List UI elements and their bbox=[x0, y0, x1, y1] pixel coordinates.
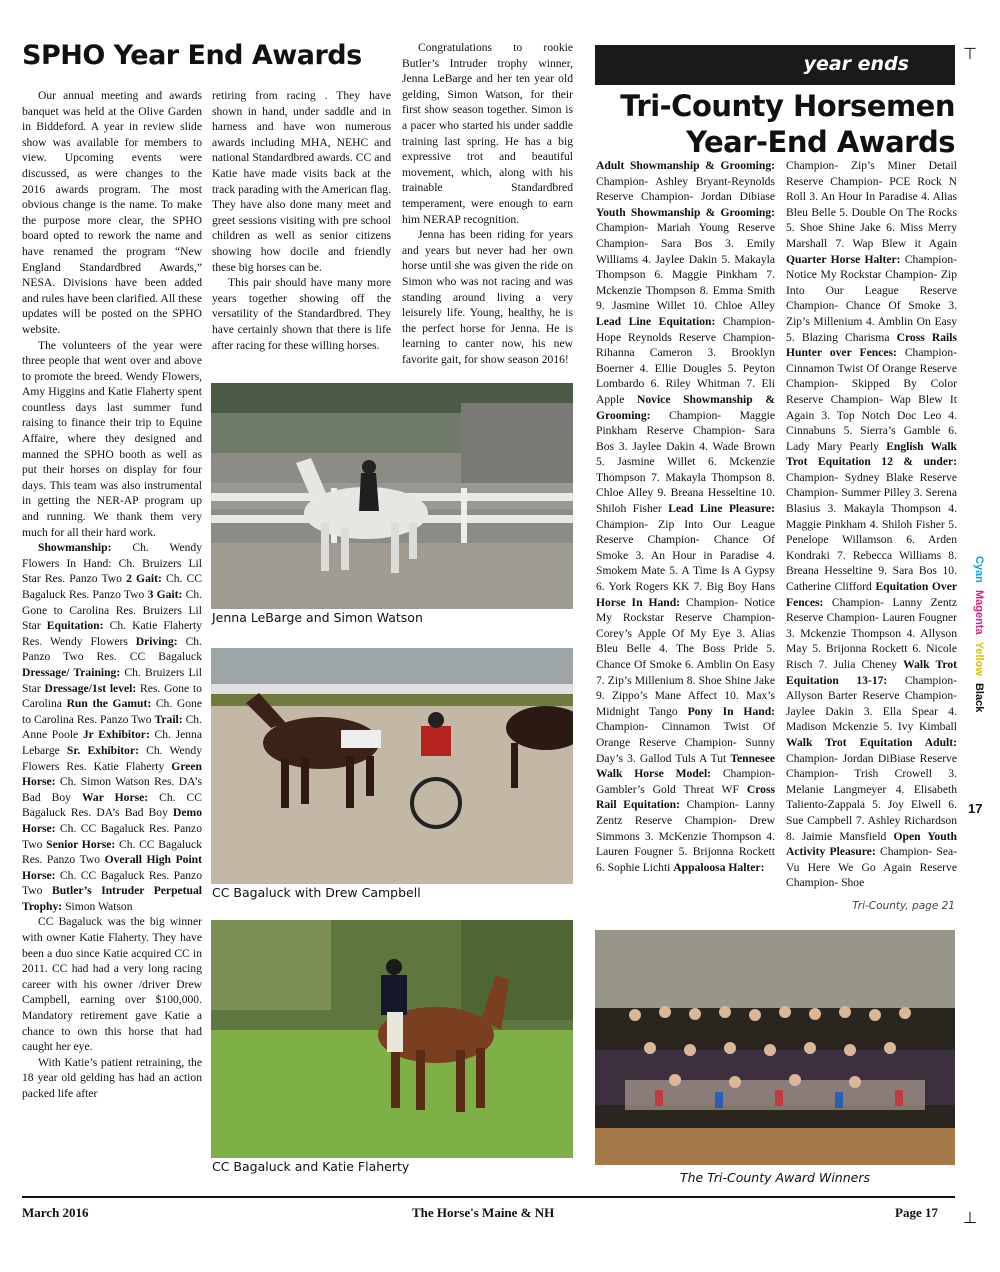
text-run: Champion- Jordan DiBiase Reserve Champion- Trish Crowell 3. Melanie Langmeyer 4. Elisabeth Taliento-Zappala 5. Joy Elwell 6. Sue Campbell 7. Ashley Richardson 8. Jaimie Mansfield bbox=[786, 751, 957, 843]
photo-tri-county-winners bbox=[595, 930, 955, 1165]
text-run: Champion- Hope Reynolds Reserve Champion- Rihanna Cameron 3. Brooklyn Boerner 4. Ellie Dougles 5. Peyton Lombardo 6. Riley Whitman 7. Eli Apple bbox=[596, 314, 775, 406]
photo-jenna-simon bbox=[211, 383, 573, 609]
text-run: Ch. CC Bagaluck Res. DA’s Bad Boy bbox=[22, 790, 202, 820]
cyan-label: Cyan bbox=[973, 556, 985, 583]
category-label: Driving: bbox=[135, 634, 178, 648]
category-label: Trail: bbox=[154, 712, 183, 726]
text-run: Ch. Wendy Flowers In Hand: Ch. Bruizers Lil Star Res. Panzo Two bbox=[22, 541, 202, 586]
text-run: Champion- Notice My Rockstar Champion- Zip Into Our League Reserve Champion- Chance Of Smoke 3. Zip’s Millenium 4. Amblin On Easy 5. Blazing Charisma bbox=[786, 252, 957, 344]
footer-date: March 2016 bbox=[22, 1205, 89, 1220]
category-label: Senior Horse: bbox=[46, 837, 116, 851]
category-label: Pony In Hand: bbox=[687, 704, 776, 718]
category-label: Run the Gamut: bbox=[66, 697, 152, 711]
category-label: Showmanship: bbox=[38, 541, 112, 555]
category-label: Lead Line Equitation: bbox=[596, 314, 716, 328]
text-run: Champion- Lanny Zentz Reserve Champion- Drew Simmons 3. McKenzie Thompson 4. Lauren Fougner 5. Brijonna Rockett 6. Sophie Lichti bbox=[596, 798, 775, 874]
photo-caption: CC Bagaluck and Katie Flaherty bbox=[212, 1159, 410, 1174]
category-label: Demo Horse: bbox=[22, 806, 202, 835]
category-label: Equitation: bbox=[46, 619, 104, 633]
text-run: Ch. Wendy Flowers Res. Katie Flaherty bbox=[22, 743, 202, 773]
category-label: Adult Showmanship & Grooming: bbox=[596, 159, 775, 172]
category-label: Youth Showmanship & Grooming: bbox=[596, 205, 775, 219]
category-label: Appaloosa Halter: bbox=[673, 860, 765, 874]
title-line: Tri-County Horsemen bbox=[620, 89, 955, 123]
title-line: Year-End Awards bbox=[686, 125, 955, 159]
awards-column-2 bbox=[786, 158, 957, 891]
text-run: Simon Watson bbox=[62, 899, 133, 913]
category-label: Dressage/ Training: bbox=[22, 665, 121, 679]
footer-page-number: Page 17 bbox=[895, 1205, 938, 1220]
category-label: Lead Line Pleasure: bbox=[668, 502, 775, 516]
article-column-3 bbox=[402, 40, 573, 367]
paragraph bbox=[22, 338, 202, 541]
text-run: Champion- Cinnamon Twist Of Orange Reserve Champion- Skipped By Color Reserve Champion- Wap Blew It Again 3. Top Notch Doc Leo 4. Cinnabuns 5. Sierra’s Gamble 6. Lady Mary Pearly bbox=[786, 346, 957, 453]
text-run: Ch. CC Bagaluck Res. Panzo Two bbox=[22, 572, 202, 601]
category-label: Tennesee Walk Horse Model: bbox=[596, 751, 775, 781]
paragraph bbox=[22, 540, 202, 914]
text-run: Champion- Zip Into Our League Reserve Champion- Chance Of Smoke 3. An Hour in Paradise 4. Smokem Mate 5. A Time Is A Gypsy 6. York Rogers KK 7. Big Boy Hans bbox=[596, 517, 775, 594]
text-run: Champion- Mariah Young Reserve Champion- Sara Bos 3. Emily Williams 4. Jaylee Dakin 5. Makayla Thompson 6. Maggie Pinkham 7. Mckenzie Thompson 8. Emma Smith 9. Jasmine Willet 10. Chloe Alley bbox=[596, 221, 775, 313]
text-run: Ch. CC Bagaluck Res. Panzo Two bbox=[22, 837, 202, 867]
text-run: Champion- Sydney Blake Reserve Champion- Summer Pilley 3. Serena Blasius 3. Makayla Thompson 4. Maggie Pinkham 4. Shiloh Fisher 5. Penelope Willamson 6. Arden Kondraki 7. Rebecca Williams 8. Breana Hesseltine 9. Sara Bos 10. Catherine Clifford bbox=[786, 470, 957, 594]
side-page-number: 17 bbox=[968, 801, 983, 816]
text-run: Congratulations to rookie Butler’s Intruder trophy winner, Jenna LeBarge and her ten year old gelding, Simon Watson, for their first show season together. Simon is a pacer who started his under saddle training last spring. He has a big expressive trot and beautiful movement, which, along with his trainable Standardbred temperament, were enough to earn him NERAP recognition. bbox=[402, 41, 573, 226]
crop-mark: ⊤ bbox=[963, 44, 977, 63]
category-label: Novice Showmanship & Grooming: bbox=[596, 392, 776, 422]
text-run: Champion- Ashley Bryant-Reynolds Reserve Champion- Jordan Dibiase bbox=[596, 174, 775, 204]
category-label: Cross Rail Equitation: bbox=[596, 782, 775, 812]
paragraph bbox=[212, 275, 391, 353]
footer-rule bbox=[22, 1196, 955, 1198]
paragraph bbox=[212, 88, 391, 275]
article-title: SPHO Year End Awards bbox=[22, 40, 362, 71]
text-run: Ch. Panzo Two Res. CC Bagaluck bbox=[22, 634, 202, 664]
category-label: 3 Gait: bbox=[147, 588, 183, 601]
text-run: Ch. Gone to Carolina Res. Panzo Two bbox=[22, 697, 202, 726]
category-label: Horse In Hand: bbox=[596, 595, 681, 609]
paragraph bbox=[596, 158, 775, 875]
paragraph bbox=[22, 88, 202, 338]
text-run: Ch. CC Bagaluck Res. Panzo Two bbox=[22, 821, 202, 851]
category-label: Jr Exhibitor: bbox=[82, 728, 150, 742]
yellow-label: Yellow bbox=[973, 641, 985, 676]
text-run: Champion- Allyson Barter Reserve Champion- Jaylee Dakin 3. Ella Spear 4. Madison Mckenzie 5. Ivy Kimball bbox=[786, 673, 957, 734]
footer-publication: The Horse's Maine & NH bbox=[412, 1205, 555, 1220]
section-banner: year ends bbox=[595, 45, 955, 85]
text-run: Ch. CC Bagaluck Res. Panzo Two bbox=[22, 868, 202, 898]
text-run: Our annual meeting and awards banquet was held at the Olive Garden in Biddeford. A year in review slide show was available for members to view. Upcoming events were discussed, as were changes to the 2016 awards program. The most obvious change is the name. To make the purpose more clear, the SPHO board opted to rework the name and have renamed the program “New England Standardbred Awards,” NESA. Divisions have been added and rules have been clarified. All these updates will be posted on the SPHO website. bbox=[22, 89, 202, 336]
category-label: War Horse: bbox=[81, 790, 149, 804]
category-label: Cross Rails Hunter over Fences: bbox=[786, 330, 957, 360]
text-run: CC Bagaluck was the big winner with owner Katie Flaherty. They have been a duo since Katie acquired CC in 2011. CC had had a very long racing career with his owner /driver Drew Campbell, earning over $100,000. Mandatory retirement gave Katie a chance to own this horse that had caught her eye. bbox=[22, 915, 202, 1054]
paragraph bbox=[22, 1055, 202, 1102]
text-run: Champion- Maggie Pinkham Reserve Champion- Sara Bos 3. Jaylee Dakin 4. Wade Brown 5. Jasmine Willet 6. Mckenzie Thompson 7. Makayla Thompson 8. Chloe Alley 9. Breana Hesseltine 10. Shiloh Fisher bbox=[596, 408, 775, 516]
text-run: Champion- Notice My Rockstar Reserve Champion- Corey’s Apple Of My Eye 3. Alias Bleu Belle 4. The Boss Pride 5. Chance Of Smoke 6. Amblin On Easy 7. Zip’s Millenium 8. Shoe Shine Jake 9. Zippo’s Mane Affect 10. Max’s Midnight Tango bbox=[596, 595, 775, 718]
text-run: Champion- Gambler’s Gold Threat WF bbox=[596, 767, 775, 796]
text-run: This pair should have many more years together showing off the versatility of the Standardbred. They have certainly shown that there is life after racing for these willing horses. bbox=[212, 276, 391, 352]
text-run: Ch. Gone to Carolina Res. Bruizers Lil Star bbox=[22, 588, 203, 633]
category-label: 2 Gait: bbox=[126, 572, 162, 586]
photo-caption: Jenna LeBarge and Simon Watson bbox=[212, 610, 423, 625]
paragraph bbox=[402, 40, 573, 227]
text-run: Champion- Cinnamon Twist Of Orange Reserve Champion- Sunny Day’s 3. Gallod Tuls A Tut bbox=[596, 720, 775, 765]
paragraph bbox=[402, 227, 573, 367]
category-label: Dressage/1st level: bbox=[44, 681, 137, 695]
category-label: English Walk Trot Equitation 12 & under: bbox=[786, 439, 957, 469]
text-run: The volunteers of the year were three people that went over and above to promote the breed. Wendy Flowers, Amy Higgins and Katie Flaherty spent countless days last summer fund raising to finance their trip to Equine Affaire, where they designed and manned the SPHO booth as well as put their horses on display for four days. This team was also instrumental in getting the NER-AP program up and running. We thank them very much for all their hard work. bbox=[22, 338, 202, 539]
photo-caption: CC Bagaluck with Drew Campbell bbox=[212, 885, 421, 900]
article-column-2 bbox=[212, 88, 391, 353]
photo-cc-katie bbox=[211, 920, 573, 1158]
crop-mark: ⊥ bbox=[963, 1208, 977, 1227]
text-run: With Katie’s patient retraining, the 18 year old gelding has had an action packed life after bbox=[22, 1055, 202, 1100]
article-column-1 bbox=[22, 88, 202, 1102]
category-label: Sr. Exhibitor: bbox=[66, 743, 139, 757]
text-run: Ch. Anne Poole bbox=[22, 712, 202, 742]
text-run: Ch. Katie Flaherty Res. Wendy Flowers bbox=[22, 619, 202, 648]
black-label: Black bbox=[973, 682, 985, 713]
article-title bbox=[595, 88, 955, 160]
text-run: Champion- Sea-Vu Here We Go Again Reserve Champion- Shoe bbox=[786, 845, 957, 890]
awards-column-1 bbox=[596, 158, 775, 875]
color-bar-labels bbox=[973, 556, 985, 712]
photo-caption: The Tri-County Award Winners bbox=[679, 1170, 870, 1185]
text-run: Res. Gone to Carolina bbox=[22, 681, 202, 711]
paragraph bbox=[22, 914, 202, 1054]
category-label: Quarter Horse Halter: bbox=[786, 252, 901, 266]
category-label: Walk Trot Equitation 13-17: bbox=[786, 658, 957, 687]
text-run: Champion- Lanny Zentz Reserve Champion- Lauren Fougner 3. Mckenzie Thompson 4. Allyson May 5. Brijonna Rockett 6. Nicole Risch 7. Julia Cheney bbox=[786, 595, 957, 671]
category-label: Butler’s Intruder Perpetual Trophy: bbox=[22, 884, 202, 913]
text-run: Ch. Simon Watson Res. DA’s Bad Boy bbox=[22, 775, 202, 804]
category-label: Open Youth Activity Pleasure: bbox=[786, 829, 957, 859]
text-run: Champion- Zip’s Miner Detail Reserve Champion- PCE Rock N Roll 3. An Hour In Paradise 4. Alias Bleu Belle 5. Double On The Rocks 5. Shoe Shine Jake 6. Miss Merry Marshall 7. Wap Blew it Again bbox=[786, 159, 957, 250]
category-label: Overall High Point Horse: bbox=[22, 853, 202, 882]
category-label: Walk Trot Equitation Adult: bbox=[786, 735, 957, 749]
photo-cc-drew bbox=[211, 648, 573, 884]
paragraph bbox=[786, 158, 957, 891]
magenta-label: Magenta bbox=[973, 589, 985, 635]
category-label: Equitation Over Fences: bbox=[786, 580, 957, 609]
category-label: Green Horse: bbox=[22, 759, 202, 789]
continued-note: Tri-County, page 21 bbox=[852, 900, 955, 912]
text-run: Ch. Jenna Lebarge bbox=[22, 728, 203, 757]
text-run: retiring from racing . They have shown in hand, under saddle and in harness and have won numerous awards including MHA, NEHC and national Standardbred awards. CC and Katie have made visits back at the track parading with the American flag. They have also done many meet and greet sessions visiting with pre school children as well as senior citizens showing how docile and friendly these big horses can be. bbox=[212, 89, 391, 274]
text-run: Ch. Bruizers Lil Star bbox=[22, 665, 202, 695]
text-run: Jenna has been riding for years and years but never had her own horse until she was given the ride on Simon who was not racing and was standing around living a very leisurely life. Young, healthy, he is the perfect horse for Jenna. He is learning to canter now, his new favorite gait, for show season 2016! bbox=[402, 228, 573, 366]
